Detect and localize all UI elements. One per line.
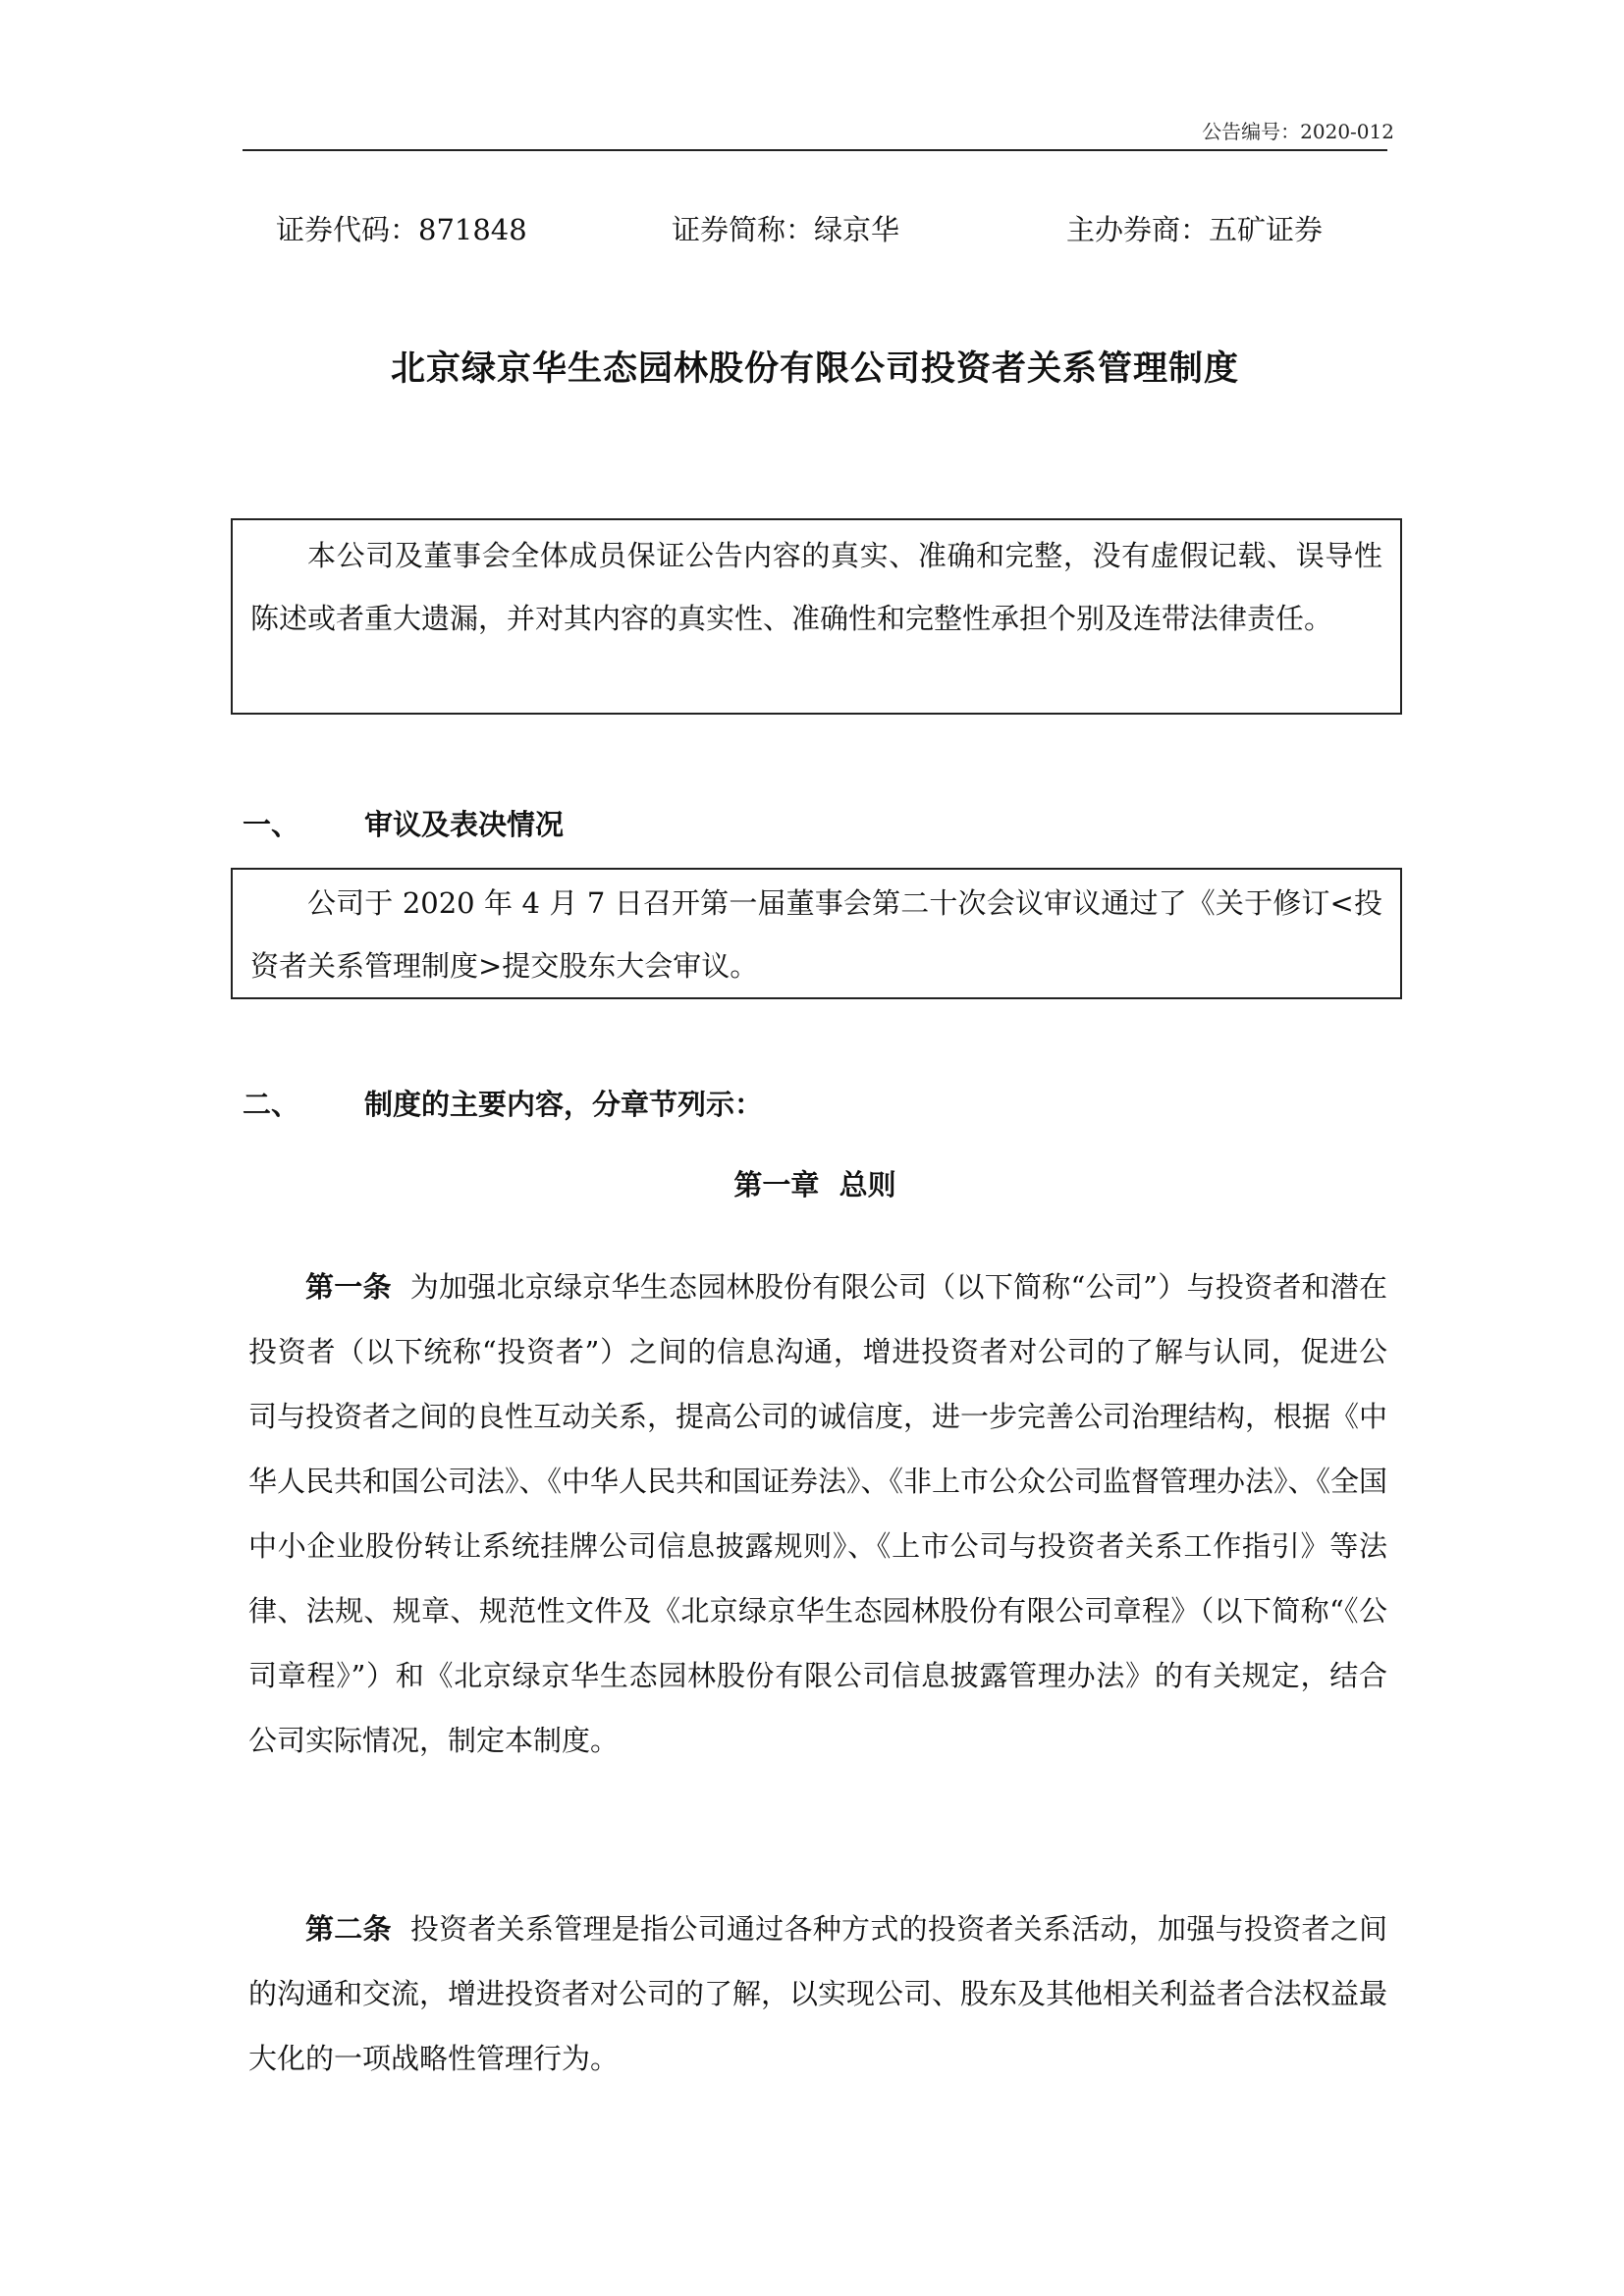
article-1-lead: 第一条 bbox=[305, 1270, 392, 1304]
section-2-title: 制度的主要内容，分章节列示： bbox=[364, 1088, 764, 1121]
securities-info bbox=[243, 208, 1387, 255]
disclaimer-box bbox=[231, 518, 1402, 715]
disclaimer-text: 本公司及董事会全体成员保证公告内容的真实、准确和完整，没有虚假记载、误导性陈述或者重大遗漏，并对其内容的真实性、准确性和完整性承担个别及连带法律责任。 bbox=[250, 539, 1382, 635]
article-2-text: 投资者关系管理是指公司通过各种方式的投资者关系活动，加强与投资者之间的沟通和交流，增进投资者对公司的了解，以实现公司、股东及其他相关利益者合法权益最大化的一项战略性管理行为。 bbox=[248, 1912, 1388, 2075]
section-1-body: 公司于 2020 年 4 月 7 日召开第一届董事会第二十次会议审议通过了《关于修订<投资者关系管理制度>提交股东大会审议。 bbox=[250, 886, 1382, 983]
section-1-number: 一、 bbox=[243, 808, 300, 841]
section-1-heading bbox=[243, 803, 1126, 846]
section-2-heading bbox=[243, 1083, 1126, 1126]
security-code: 证券代码：871848 bbox=[276, 213, 527, 246]
section-1-title: 审议及表决情况 bbox=[364, 808, 565, 841]
section-1-box bbox=[231, 868, 1402, 999]
security-abbreviation: 证券简称：绿京华 bbox=[672, 213, 900, 246]
section-2-number: 二、 bbox=[243, 1088, 300, 1121]
article-1-text: 为加强北京绿京华生态园林股份有限公司（以下简称“公司”）与投资者和潜在投资者（以下统称“投资者”）之间的信息沟通，增进投资者对公司的了解与认同，促进公司与投资者之间的良性互动关系，提高公司的诚信度，进一步完善公司治理结构，根据《中华人民共和国公司法》、《中华人民共和国证券法》、《非上市公众公司监督管理办法》、《全国中小企业股份转让系统挂牌公司信息披露规则》、《上市公司与投资者关系工作指引》等法律、法规、规章、规范性文件及《北京绿京华生态园林股份有限公司章程》（以下简称“《公司章程》”）和《北京绿京华生态园林股份有限公司信息披露管理办法》的有关规定，结合公司实际情况，制定本制度。 bbox=[248, 1270, 1388, 1757]
chapter-heading: 第一章 总则 bbox=[733, 1168, 896, 1201]
article-2-lead: 第二条 bbox=[305, 1912, 392, 1946]
article-2 bbox=[248, 1896, 1387, 2091]
announcement-number: 公告编号：2020-012 bbox=[1202, 120, 1394, 143]
article-1 bbox=[248, 1255, 1387, 1773]
document-title: 北京绿京华生态园林股份有限公司投资者关系管理制度 bbox=[390, 349, 1239, 389]
sponsor-broker: 主办券商：五矿证券 bbox=[1066, 213, 1324, 246]
header-rule bbox=[243, 149, 1387, 151]
